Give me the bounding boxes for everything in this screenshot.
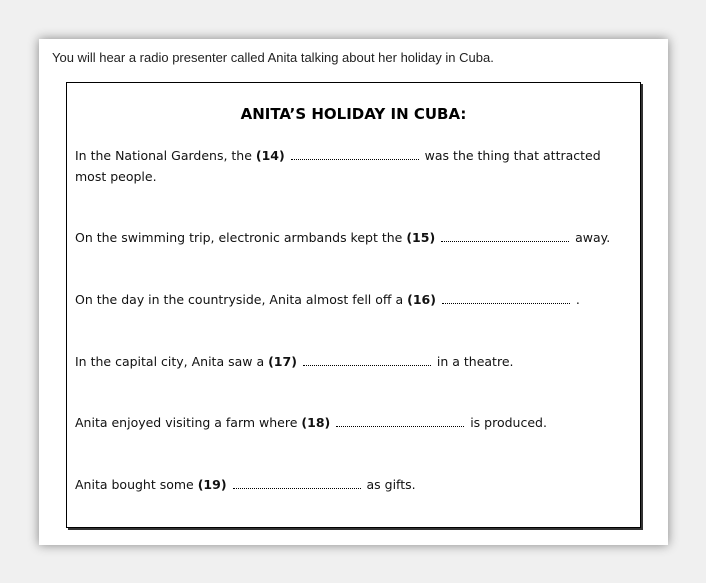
question-number: (19) [197, 477, 227, 492]
answer-blank-17[interactable] [303, 353, 431, 366]
questions-box [66, 82, 641, 528]
question-text-after: was the thing that attracted most people. [75, 148, 601, 184]
answer-blank-15[interactable] [441, 229, 569, 242]
intro-text: You will hear a radio presenter called Anita talking about her holiday in Cuba. [52, 50, 494, 65]
question-number: (16) [407, 292, 436, 307]
worksheet-title: ANITA’S HOLIDAY IN CUBA: [240, 105, 467, 123]
answer-blank-16[interactable] [442, 291, 570, 304]
question-15 [75, 227, 623, 248]
answer-blank-18[interactable] [336, 414, 464, 427]
question-text-after: in a theatre. [432, 354, 514, 369]
worksheet-page [39, 39, 668, 545]
question-18 [75, 412, 623, 433]
answer-blank-19[interactable] [233, 476, 361, 489]
question-text-after: is produced. [466, 415, 547, 430]
question-text-before: On the swimming trip, electronic armbands kept the [75, 230, 407, 245]
answer-blank-14[interactable] [291, 147, 419, 160]
question-number: (15) [406, 230, 436, 245]
question-16 [75, 289, 623, 310]
question-text-before: In the capital city, Anita saw a [75, 354, 269, 369]
question-text-after: as gifts. [362, 477, 416, 492]
question-text-before: In the National Gardens, the [75, 148, 256, 163]
question-14 [75, 145, 623, 187]
question-19 [75, 474, 623, 495]
question-text-before: On the day in the countryside, Anita almost fell off a [75, 292, 408, 307]
question-17 [75, 351, 623, 372]
question-text-after: away. [571, 230, 611, 245]
question-text-after: . [571, 292, 580, 307]
question-text-before: Anita enjoyed visiting a farm where [75, 415, 302, 430]
question-number: (18) [301, 415, 331, 430]
question-number: (14) [255, 148, 285, 163]
question-number: (17) [268, 354, 297, 369]
question-text-before: Anita bought some [75, 477, 198, 492]
